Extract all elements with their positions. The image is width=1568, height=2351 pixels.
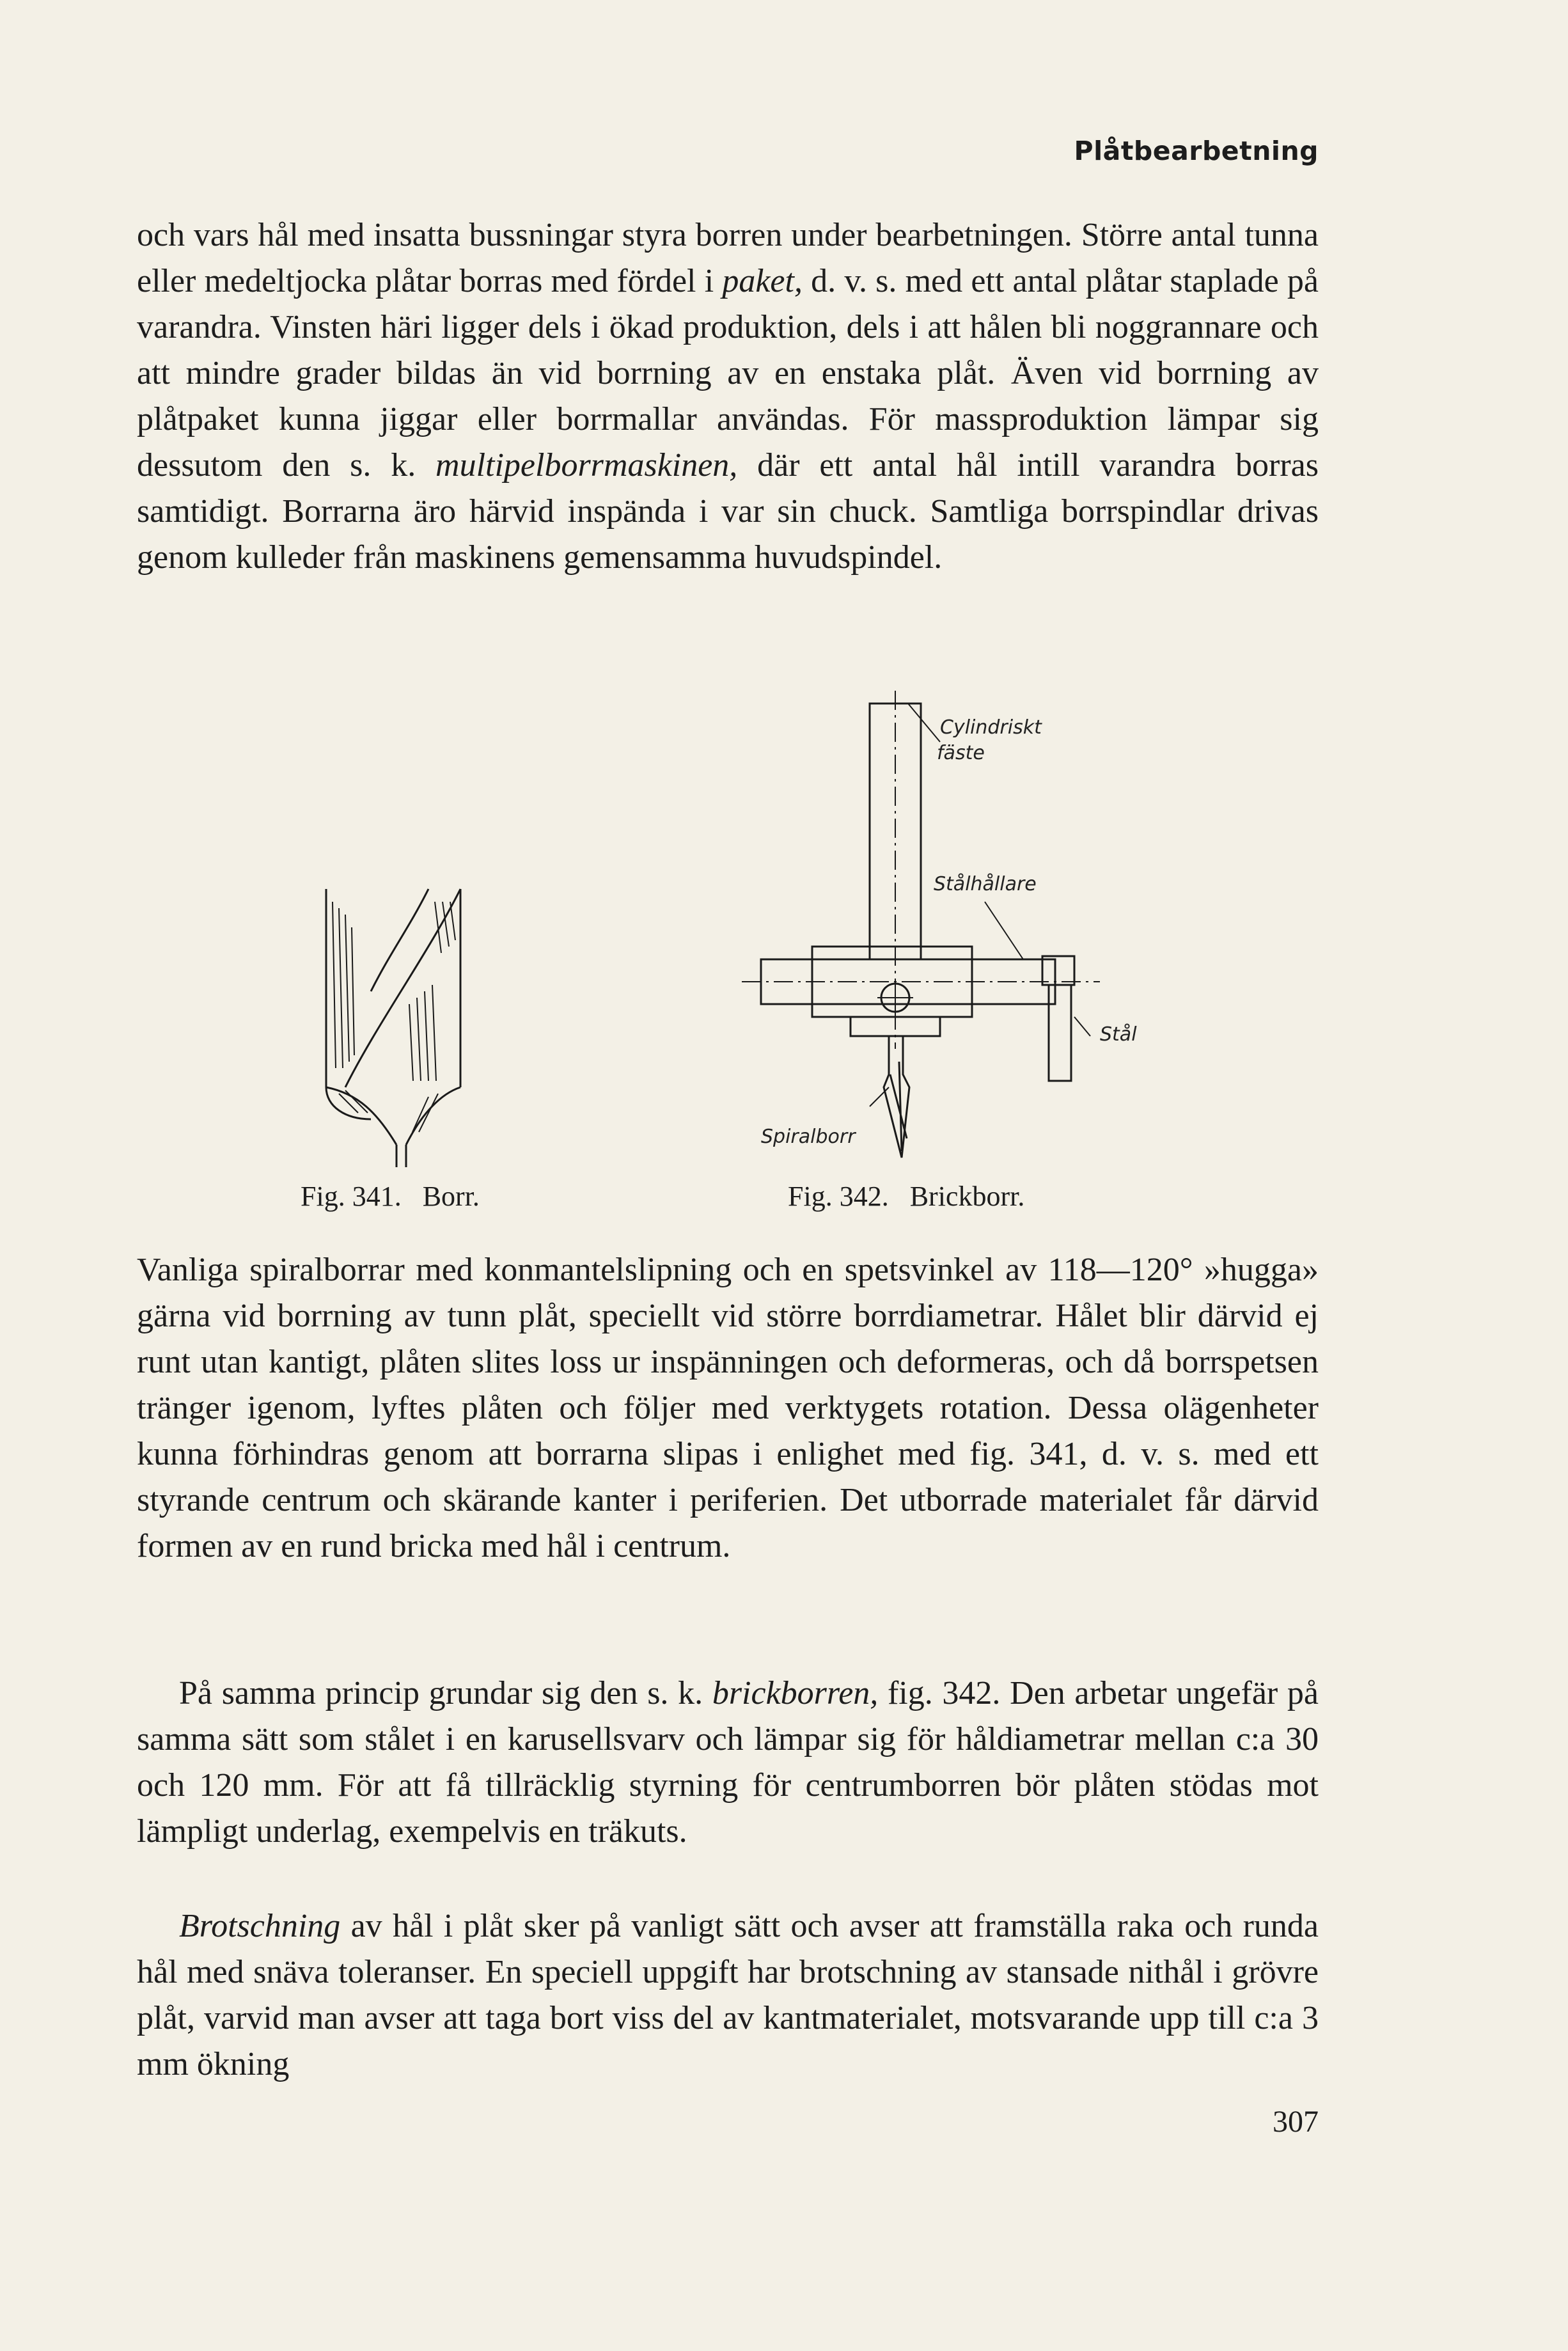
p4-text-b: av hål i plåt sker på vanligt sätt och avser att framställa raka och runda hål med snäva toleranser. En speciell uppgift har brotschning av stansade nithål i grövre plåt, varvid man avser att taga bort viss del av kantmaterialet, motsvarande upp till c:a 3 mm ökning [137,1908,1319,2082]
label-stal: Stål [1100,1023,1137,1046]
paragraph-3 [137,1671,1319,1855]
fig-341-caption: Fig. 341. Borr. [301,1181,480,1212]
label-spiralborr: Spiralborr [761,1126,856,1148]
p1-text-e: där ett antal hål intill varandra borras samtidigt. Borrarna äro härvid inspända i var sin chuck. Samtliga borrspindlar drivas genom kulleder från maskinens gemensamma huvudspindel. [137,447,1319,576]
paragraph-4 [137,1903,1319,2088]
running-header: Plåtbearbetning [1074,136,1319,166]
p3-text-a: På samma princip grundar sig den s. k. [179,1675,712,1711]
p1-text-c: d. v. s. med ett antal plåtar staplade på varandra. Vinsten häri ligger dels i ökad produktion, dels i att hålen bli noggrannare och att mindre grader bildas än vid borrning av en enstaka plåt. Även vid borrning av plåtpaket kunna jiggar eller borrmallar användas. För massproduktion lämpar sig dessutom den s. k. [137,263,1319,484]
p3-text-c: fig. 342. Den arbetar ungefär på samma sätt som stålet i en karusellsvarv och lämpar sig för håldiametrar mellan c:a 30 och 120 mm. För att få tillräcklig styrning för centrumborren bör plåten stödas mot lämpligt underlag, exempelvis en träkuts. [137,1675,1319,1850]
p3-italic-brickborren: brickborren, [712,1675,879,1711]
p1-text-a: och vars hål med insatta bussningar styra borren under bearbetningen. Större antal tunna eller medeltjocka plåtar borras med fördel i [137,217,1319,299]
p1-italic-paket: paket, [722,263,803,299]
p4-italic-brotschning: Brotschning [179,1908,341,1944]
label-faste: fäste [937,742,985,764]
fig-341-drill-illustration [301,876,505,1170]
page-number: 307 [1273,2105,1319,2139]
label-stalhallare: Stålhållare [934,873,1037,895]
paragraph-2: Vanliga spiralborrar med konmantelslipning och en spetsvinkel av 118—120° »hugga» gärna vid borrning av tunn plåt, speciellt vid större borrdiametrar. Hålet blir därvid ej runt utan kantigt, plåten slites loss ur inspänningen och deformeras, och då borrspetsen tränger igenom, lyftes plåten och följer med verktygets rotation. Dessa olägenheter kunna förhindras genom att borrarna slipas i enlighet med fig. 341, d. v. s. med ett styrande centrum och skärande kanter i periferien. Det utborrade materialet får därvid formen av en rund bricka med hål i centrum. [137,1252,1319,1564]
fig-342-caption: Fig. 342. Brickborr. [788,1181,1025,1212]
p1-italic-multipel: multipelborrmaskinen, [435,447,738,484]
label-cylindriskt: Cylindriskt [940,716,1042,739]
paragraph-1 [137,212,1319,581]
